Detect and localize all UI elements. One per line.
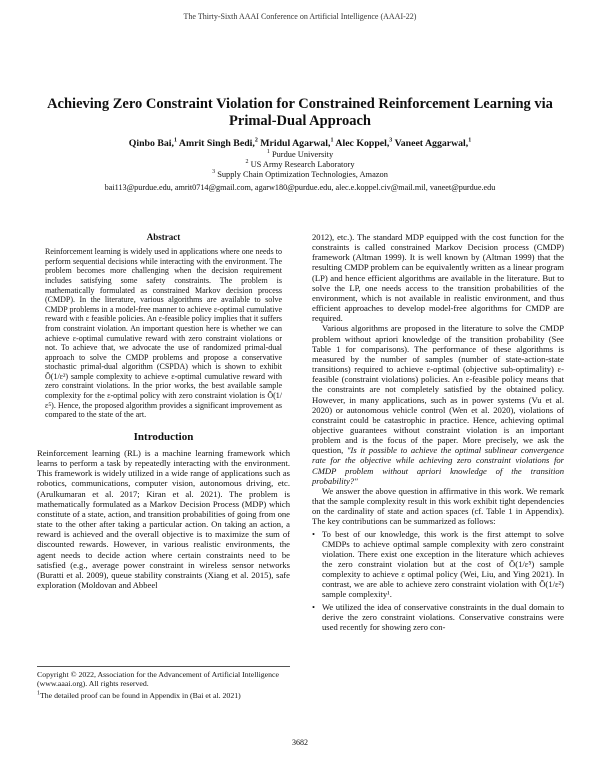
abstract-heading: Abstract [146,232,181,242]
contribution-list [312,529,564,633]
abstract-text: Reinforcement learning is widely used in applications where one needs to perform sequential decisions while interacting with the environment. The problem becomes more challenging when the decision requirement includes satisfying some safety constraints. The problem is mathematically formulated as constrained Markov decision process (CMDP). In the literature, various algorithms are available to solve CMDP problems in a model-free manner to achieve ε-optimal cumulative reward with ε feasible policies. An ε-feasible policy implies that it suffers from constraint violation. An important question here is whether we can achieve ε-optimal cumulative reward with zero constraint violations or not. To achieve that, we advocate the use of randomized primal-dual approach to solve the CMDP problems and propose a conservative stochastic primal-dual algorithm (CSPDA) which is shown to exhibit Õ(1/ε²) sample complexity to achieve ε-optimal cumulative reward with zero constraint violations. In the prior works, the best available sample complexity for the ε-optimal policy with zero constraint violation is Õ(1/ε⁵). Hence, the proposed algorithm provides a significant improvement as compared to the state of the art. [45,247,282,420]
intro-paragraph: Reinforcement learning (RL) is a machine learning framework which learns to perform a task by repeatedly interacting with the environment. This framework is widely utilized in a wide range of applications such as robotics, communications, computer vision, autonomous driving, etc. (Arulkumaran et al. 2017; Kiran et al. 2021). The problem is mathematically formulated as a Markov Decision Process (MDP) which constitute of a state, action, and transition probabilities of going from one state to the other after taking a particular action. On taking an action, a reward is achieved and the overall objective is to maximize the sum of discounted rewards. However, in various realistic environments, the agent needs to decide action where certain constraints need to be satisfied (e.g., average power constraint in wireless sensor networks (Buratti et al. 2009), queue stability constraints (Xiang et al. 2015), safe exploration (Moldovan and Abbeel [37,448,290,591]
body-paragraph: 2012), etc.). The standard MDP equipped with the cost function for the constraints is called constrained Markov Decision process (CMDP) framework (Altman 1999). It is well known by (Altman 1999) that the resulting CMDP problem can be equivalently written as a linear program (LP) and hence efficient algorithms are available in the literature. But to solve the LP, one needs access to the transition probabilities of the environment, which is not available in realistic environment, and thus efficient approaches to develop model-free algorithms for CMDP are required. [312,232,564,324]
author: Amrit Singh Bedi, [178,138,255,149]
author-list: Qinbo Bai,$^1$ Amrit Singh Bedi,$^2$ Mridul Agarwal,$^1$ Alec Koppel,$^3$ Vaneet Aggarwal,$^1$ [128,137,472,149]
introduction-heading: Introduction [133,430,194,443]
footnotes [37,666,290,702]
author-emails: bai113@purdue.edu, amrit0714@gmail.com, agarw180@purdue.edu, alec.e.koppel.civ@mail.mil, vaneet@purdue.edu [104,182,496,192]
author-block [20,137,580,193]
right-column [312,232,564,634]
author: Qinbo Bai, [128,138,174,149]
affiliation: $^2$ US Army Research Laboratory [245,159,355,170]
left-column [37,232,290,590]
conference-header: The Thirty-Sixth AAAI Conference on Artificial Intelligence (AAAI-22) [183,12,417,21]
author: Mridul Agarwal, [260,138,331,149]
paper-title: Achieving Zero Constraint Violation for Constrained Reinforcement Learning via Primal-Dual Approach [47,96,553,129]
bullet-icon: • [312,601,316,612]
author: Alec Koppel, [335,138,390,149]
body-paragraph: Various algorithms are proposed in the literature to solve the CMDP problem without apriori knowledge of the transition probability (See Table 1 for comparisons). The performance of these algorithms is measured by the number of samples (number of state-action-state transitions) required to achieve ε-optimal (objective sub-optimality) ε-feasible (constraint violations) policies. An ε-feasible policy means that the constraints are not completely satisfied by the obtained policy. However, in many applications, such as in power systems (Vu et al. 2020) or autonomous vehicle control (Wen et al. 2020), violations of constraint could be catastrophic in practice. Hence, achieving optimal objective guarantees without constraint violation is an important problem and is the focus of the paper. More precisely, we ask the question, "Is it possible to achieve the optimal sublinear convergence rate for the objective while achieving zero constraint violations for CMDP problem without apriori knowledge of the transition probability?" [312,323,564,486]
author: Vaneet Aggarwal, [394,138,469,149]
list-item: • To best of our knowledge, this work is the first attempt to solve CMDPs to achieve optimal sample complexity with zero constraint violation. There exist one exception in the literature which achieves the zero constraint violation but at the cost of Õ(1/ε⁵) sample complexity to achieve ε optimal policy (Wei, Liu, and Ying 2021). In contrast, we are able to achieve zero constraint violation with Õ(1/ε²) sample complexity¹. [312,528,564,600]
bullet-icon: • [312,528,316,539]
affiliation: $^3$ Supply Chain Optimization Technologies, Amazon [212,169,388,180]
footnote: $^1$The detailed proof can be found in Appendix in (Bai et al. 2021) [37,690,241,700]
research-question: "Is it possible to achieve the optimal sublinear convergence rate for the objective while achieving zero constraint violations for CMDP problem without apriori knowledge of the transition probability?" [312,445,564,486]
affiliation: $^1$ Purdue University [266,149,334,159]
copyright-note: Copyright © 2022, Association for the Advancement of Artificial Intelligence (www.aaai.org). All rights reserved. [37,670,279,689]
page-number: 3682 [292,738,308,747]
body-paragraph: We answer the above question in affirmative in this work. We remark that the sample complexity result in this work exhibit tight dependencies on the cardinality of state and action spaces (cf. Table 1 in Appendix). The key contributions can be summarized as follows: [312,485,564,527]
list-item: • We utilized the idea of conservative constraints in the dual domain to derive the zero constraint violations. Conservative constrains were used recently for showing zero con- [312,601,564,632]
